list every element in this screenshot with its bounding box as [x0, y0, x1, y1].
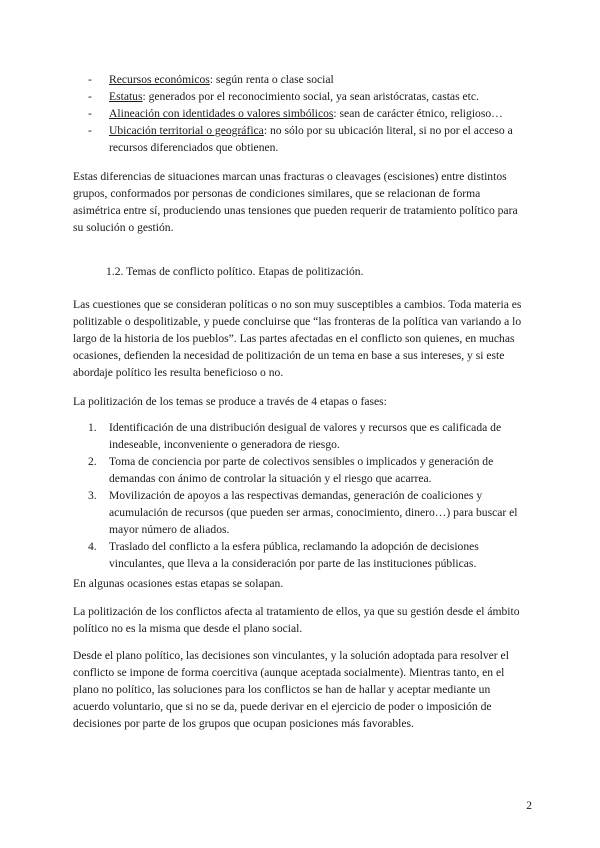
list-item-text: : sean de carácter étnico, religioso…	[333, 107, 503, 120]
paragraph-overlap: En algunas ocasiones estas etapas se solapan.	[73, 577, 284, 590]
paragraph-political-plane: Desde el plano político, las decisiones son vinculantes, y la solución adoptada para resolver el conflicto se impone de forma coercitiva (aunque aceptada socialmente). Mientras tanto, en el plano no político, las soluciones para los conflictos se han de hallar y aceptar mediante un acuerdo voluntario, que si no se da, puede derivar en el ejercicio de poder o imposición de decisiones por parte de los grupos que ocupan posiciones más favorables.	[73, 649, 509, 730]
list-item-term: Ubicación territorial o geográfica	[109, 124, 264, 137]
list-item-number: 2.	[88, 455, 97, 468]
list-item-term: Alineación con identidades o valores simbólicos	[109, 107, 334, 120]
paragraph-politizable: Las cuestiones que se consideran políticas o no son muy susceptibles a cambios. Toda materia es politizable o despolitizable, y puede concluirse que “las fronteras de la política van variando a lo largo de la historia de los pueblos”. Las partes afectadas en el conflicto son quienes, en muchas ocasiones, defienden la necesidad de politización de un tema en base a sus intereses, y si este abordaje político les resulta beneficioso o no.	[73, 298, 522, 379]
list-item-number: 3.	[88, 489, 97, 502]
list-item-number: 4.	[88, 540, 97, 553]
list-item-text: Toma de conciencia por parte de colectivos sensibles o implicados y generación de demandas con ánimo de controlar la situación y el riesgo que acarrea.	[109, 455, 494, 485]
list-item-text: : no sólo por su ubicación literal, si no por el acceso a recursos diferenciados que obtienen.	[109, 124, 513, 154]
list-item-text: Identificación de una distribución desigual de valores y recursos que es calificada de indeseable, inconveniente o generadora de riesgo.	[109, 421, 502, 451]
list-item-text: : generados por el reconocimiento social, ya sean aristócratas, castas etc.	[142, 90, 479, 103]
list-item-text: Movilización de apoyos a las respectivas demandas, generación de coaliciones y acumulación de recursos (que pueden ser armas, conocimiento, dinero…) para buscar el mayor número de aliados.	[109, 489, 518, 536]
list-item-term: Recursos económicos	[109, 73, 210, 86]
list-item	[88, 88, 528, 105]
list-item	[88, 538, 528, 572]
list-item	[88, 122, 528, 156]
paragraph-cleavages: Estas diferencias de situaciones marcan unas fracturas o cleavages (escisiones) entre distintos grupos, conformados por personas de condiciones similares, que se relacionan de forma asimétrica entre sí, produciendo unas tensiones que pueden requerir de tratamiento político para su solución o gestión.	[73, 170, 518, 234]
list-item	[88, 105, 528, 122]
politicization-stages-list	[88, 419, 528, 572]
paragraph-treatment: La politización de los conflictos afecta al tratamiento de ellos, ya que su gestión desde el ámbito político no es la misma que desde el plano social.	[73, 605, 520, 635]
list-item	[88, 487, 528, 538]
cleavage-factors-list	[88, 71, 528, 156]
section-heading: 1.2. Temas de conflicto político. Etapas de politización.	[106, 265, 364, 278]
list-item	[88, 419, 528, 453]
list-item-text: Traslado del conflicto a la esfera pública, reclamando la adopción de decisiones vinculantes, que lleva a la consideración por parte de las instituciones públicas.	[109, 540, 479, 570]
list-item	[88, 453, 528, 487]
bullet-dash: -	[88, 90, 92, 103]
page-number: 2	[526, 799, 532, 812]
bullet-dash: -	[88, 124, 92, 137]
bullet-dash: -	[88, 107, 92, 120]
list-item	[88, 71, 528, 88]
list-item-text: : según renta o clase social	[209, 73, 334, 86]
list-item-term: Estatus	[109, 90, 143, 103]
bullet-dash: -	[88, 73, 92, 86]
list-item-number: 1.	[88, 421, 97, 434]
paragraph-stages-intro: La politización de los temas se produce a través de 4 etapas o fases:	[73, 395, 387, 408]
